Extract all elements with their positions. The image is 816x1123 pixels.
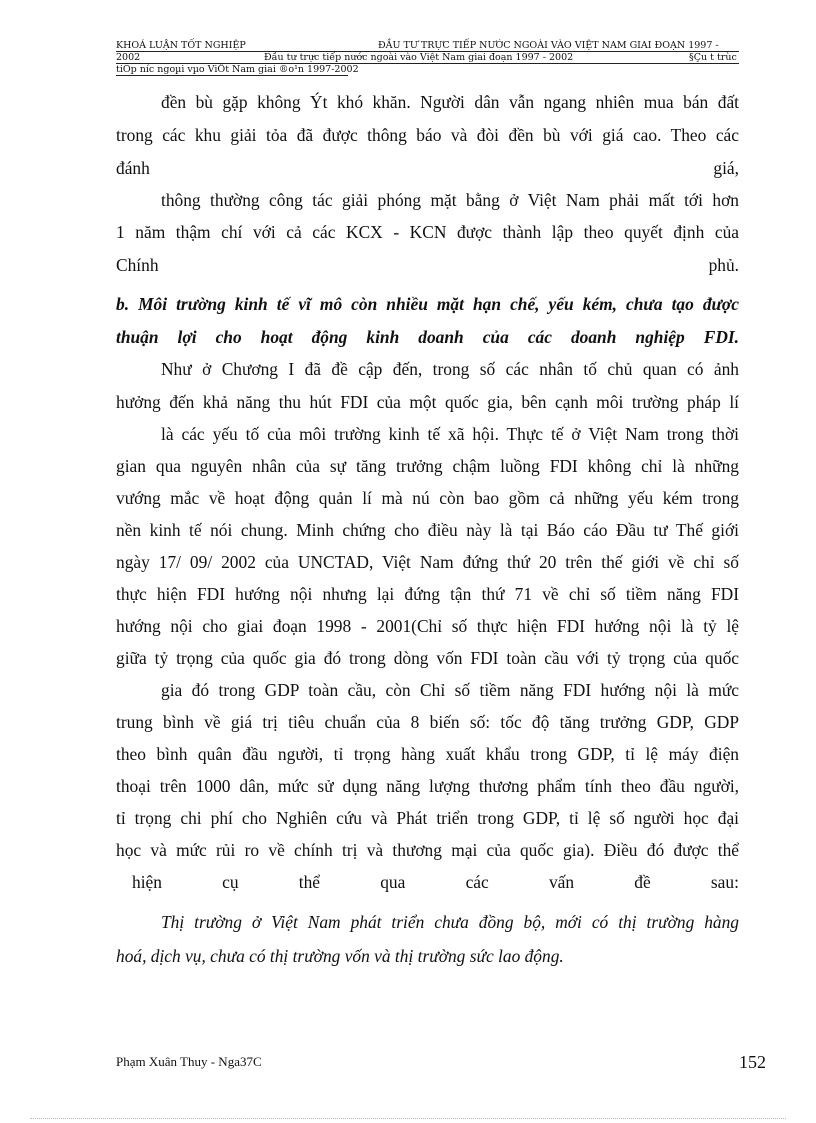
word: thể: [298, 872, 321, 892]
page-number: 152: [739, 1052, 766, 1072]
section-heading-cont: thuận lợi cho hoạt động kinh doanh của các doanh nghiệp FDI.: [116, 327, 739, 347]
text-line: gian qua nguyên nhân của sự tăng trưởng chậm luồng FDI không chỉ là những: [116, 456, 739, 476]
word: đề: [634, 872, 651, 892]
word: đánh: [116, 158, 150, 178]
section-heading: b. Môi trường kinh tế vĩ mô còn nhiều mặt hạn chế, yếu kém, chưa tạo được: [116, 294, 739, 314]
text-line: hướng nội cho giai đoạn 1998 - 2001(Chỉ số thực hiện FDI hướng nội là tỷ lệ: [116, 616, 739, 636]
text-line-split: [116, 152, 739, 184]
word: phủ.: [708, 255, 739, 275]
text-line: tỉ trọng chi phí cho Nghiên cứu và Phát triển trong GDP, tỉ lệ số người học đại: [116, 808, 739, 828]
word: cụ: [222, 872, 239, 892]
italic-paragraph-cont: hoá, dịch vụ, chưa có thị trường vốn và thị trường sức lao động.: [116, 946, 564, 966]
text-line: học và mức rủi ro về chính trị và thương mại của quốc gia). Điều đó được thể: [116, 840, 739, 860]
header-line-3: tiÕp níc ngoµi vµo ViÖt Nam giai ®o¹n 1997-2002: [116, 64, 359, 75]
text-line-split: [116, 866, 739, 898]
header-left-title: KHOÁ LUẬN TỐT NGHIỆP: [116, 40, 246, 51]
text-line: thực hiện FDI hướng nội nhưng lại đứng tận thứ 71 về chỉ số tiềm năng FDI: [116, 584, 739, 604]
word: các: [465, 872, 489, 892]
header-rule-3: [116, 75, 348, 76]
word: hiện: [132, 872, 162, 892]
header-right-fragment: §Çu t trùc: [689, 52, 737, 63]
text-line: 1 năm thậm chí với cả các KCX - KCN được thành lập theo quyết định của: [116, 222, 739, 242]
text-line: nền kinh tế nói chung. Minh chứng cho điều này là tại Báo cáo Đầu tư Thế giới: [116, 520, 739, 540]
word: sau:: [710, 872, 739, 892]
word: qua: [380, 872, 406, 892]
word: vấn: [548, 872, 575, 892]
text-line-split: [116, 249, 739, 281]
text-line: Như ở Chương I đã đề cập đến, trong số các nhân tố chủ quan có ảnh: [161, 359, 739, 379]
text-line: đền bù gặp không Ýt khó khăn. Người dân vẫn ngang nhiên mua bán đất: [161, 92, 739, 112]
text-line: giữa tỷ trọng của quốc gia đó trong dòng vốn FDI toàn cầu với tỷ trọng của quốc: [116, 648, 739, 668]
text-line: là các yếu tố của môi trường kinh tế xã hội. Thực tế ở Việt Nam trong thời: [161, 424, 739, 444]
footer-author: Phạm Xuân Thuy - Nga37C: [116, 1054, 262, 1069]
header-year: 2002: [116, 52, 141, 63]
italic-paragraph: Thị trường ở Việt Nam phát triển chưa đồng bộ, mới có thị trường hàng: [161, 912, 739, 932]
text-line: gia đó trong GDP toàn cầu, còn Chỉ số tiềm năng FDI hướng nội là mức: [161, 680, 739, 700]
header-mid-text: Đầu tư trực tiếp nước ngoài vào Việt Nam giai đoạn 1997 - 2002: [264, 52, 574, 63]
text-line: hưởng đến khả năng thu hút FDI của một quốc gia, bên cạnh môi trường pháp lí: [116, 392, 739, 412]
text-line: trung bình về giá trị tiêu chuẩn của 8 biến số: tốc độ tăng trưởng GDP, GDP: [116, 712, 739, 732]
text-line: theo bình quân đầu người, tỉ trọng hàng xuất khẩu trong GDP, tỉ lệ máy điện: [116, 744, 739, 764]
word: Chính: [116, 255, 159, 275]
text-line: thông thường công tác giải phóng mặt bằng ở Việt Nam phải mất tới hơn: [161, 190, 739, 210]
word: giá,: [713, 158, 739, 178]
header-right-title: ĐẦU TƯ TRỰC TIẾP NƯỚC NGOÀI VÀO VIỆT NAM GIAI ĐOẠN 1997 -: [378, 40, 719, 51]
text-line: trong các khu giải tỏa đã được thông báo và đòi đền bù với giá cao. Theo các: [116, 125, 739, 145]
page-bottom-divider: [30, 1118, 786, 1119]
text-line: thoại trên 1000 dân, mức sử dụng năng lượng thương phẩm tính theo đầu người,: [116, 776, 739, 796]
text-line: vướng mắc về hoạt động quản lí mà nú còn bao gồm cả những yếu kém trong: [116, 488, 739, 508]
text-line: ngày 17/ 09/ 2002 của UNCTAD, Việt Nam đứng thứ 20 trên thế giới về chỉ số: [116, 552, 739, 572]
